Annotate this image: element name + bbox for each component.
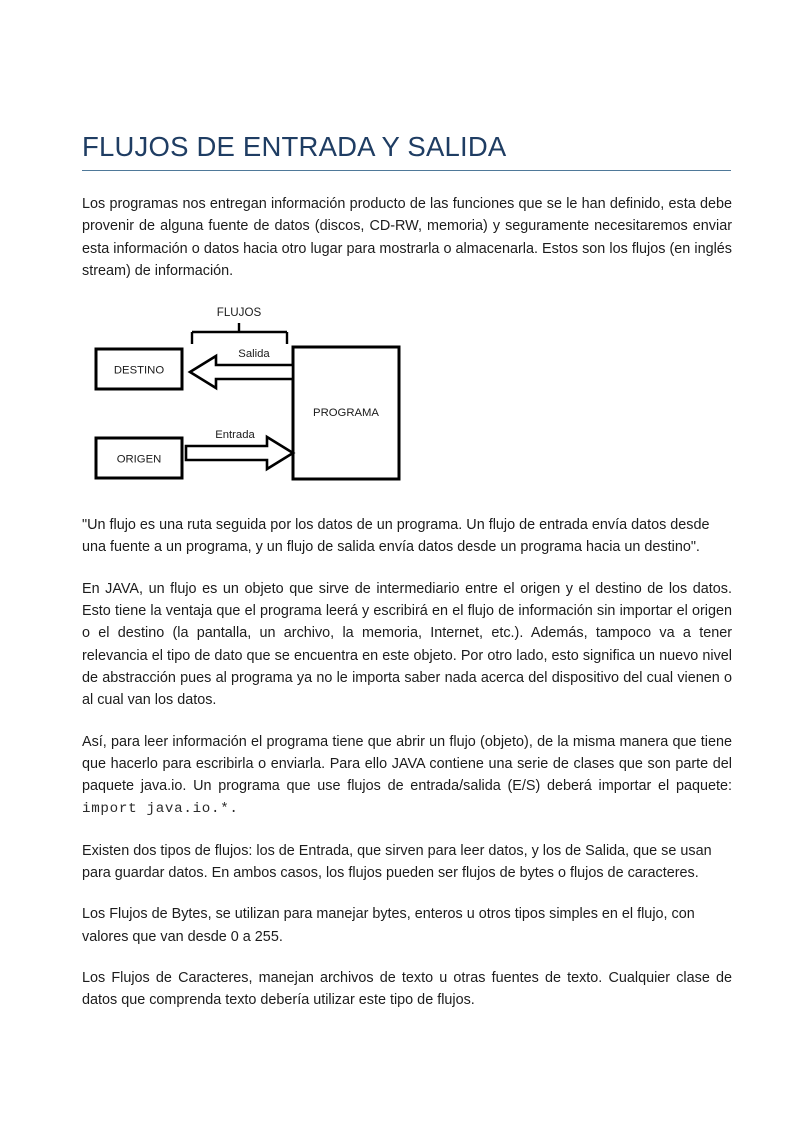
paragraph-intro: Los programas nos entregan información producto de las funciones que se le han definido, esta debe provenir de alguna fuente de datos (discos, CD-RW, memoria) y seguramente necesitaremos enviar esta información o datos hacia otro lugar para mostrarla o almacenarla. Estos son los flujos (en inglés stream) de información. (82, 196, 732, 279)
page-title: FLUJOS DE ENTRADA Y SALIDA (82, 131, 507, 162)
arrow-entrada-label: Entrada (215, 429, 255, 442)
box-destino-label: DESTINO (113, 364, 165, 377)
arrow-entrada (186, 437, 293, 469)
arrow-salida-label: Salida (238, 348, 270, 361)
arrow-salida (190, 356, 293, 388)
box-origen-label: ORIGEN (116, 453, 162, 466)
title-divider (82, 170, 731, 171)
flujos-diagram-svg (82, 301, 732, 494)
paragraph-java-stream: En JAVA, un flujo es un objeto que sirve de intermediario entre el origen y el destino de los datos. Esto tiene la ventaja que el programa leerá y escribirá en el flujo de información sin importar el origen o el destino (la pantalla, un archivo, la memoria, Internet, etc.). Además, tampoco va a tener relevancia el tipo de dato que se encuentra en este objeto. Por otro lado, esto significa un nuevo nivel de abstracción pues al programa ya no le importa saber nada acerca del dispositivo del cual vienen o al cual van los datos. (82, 580, 732, 709)
document-content (82, 130, 732, 1012)
bracket-label-flujos: FLUJOS (216, 306, 262, 320)
flujos-bracket (192, 323, 287, 344)
paragraph-flujos-de-caracteres: Los Flujos de Caracteres, manejan archivos de texto u otras fuentes de texto. Cualquier clase de datos que comprenda texto debería utilizar este tipo de flujos. (82, 969, 732, 1009)
paragraph-tipos-de-flujos: Existen dos tipos de flujos: los de Entrada, que sirven para leer datos, y los de Salida, que se usan para guardar datos. En ambos casos, los flujos pueden ser flujos de bytes o flujos de caracteres. (82, 842, 712, 882)
paragraph-import-package (82, 731, 732, 821)
box-programa-label: PROGRAMA (313, 407, 379, 420)
figure-flujos-diagram (82, 301, 732, 494)
paragraph-flujos-de-bytes: Los Flujos de Bytes, se utilizan para manejar bytes, enteros u otros tipos simples en el flujo, con valores que van desde 0 a 255. (82, 906, 695, 945)
code-import-statement: import java.io.*. (82, 801, 239, 818)
paragraph-quote: "Un flujo es una ruta seguida por los datos de un programa. Un flujo de entrada envía datos desde una fuente a un programa, y un flujo de salida envía datos desde un programa hacia un destino". (82, 517, 710, 556)
paragraph-import-package-text: Así, para leer información el programa tiene que abrir un flujo (objeto), de la misma manera que tiene que hacerlo para escribirla o enviarla. Para ello JAVA contiene una serie de clases que son parte del paquete java.io. Un programa que use flujos de entrada/salida (E/S) deberá importar el paquete: (82, 733, 732, 795)
